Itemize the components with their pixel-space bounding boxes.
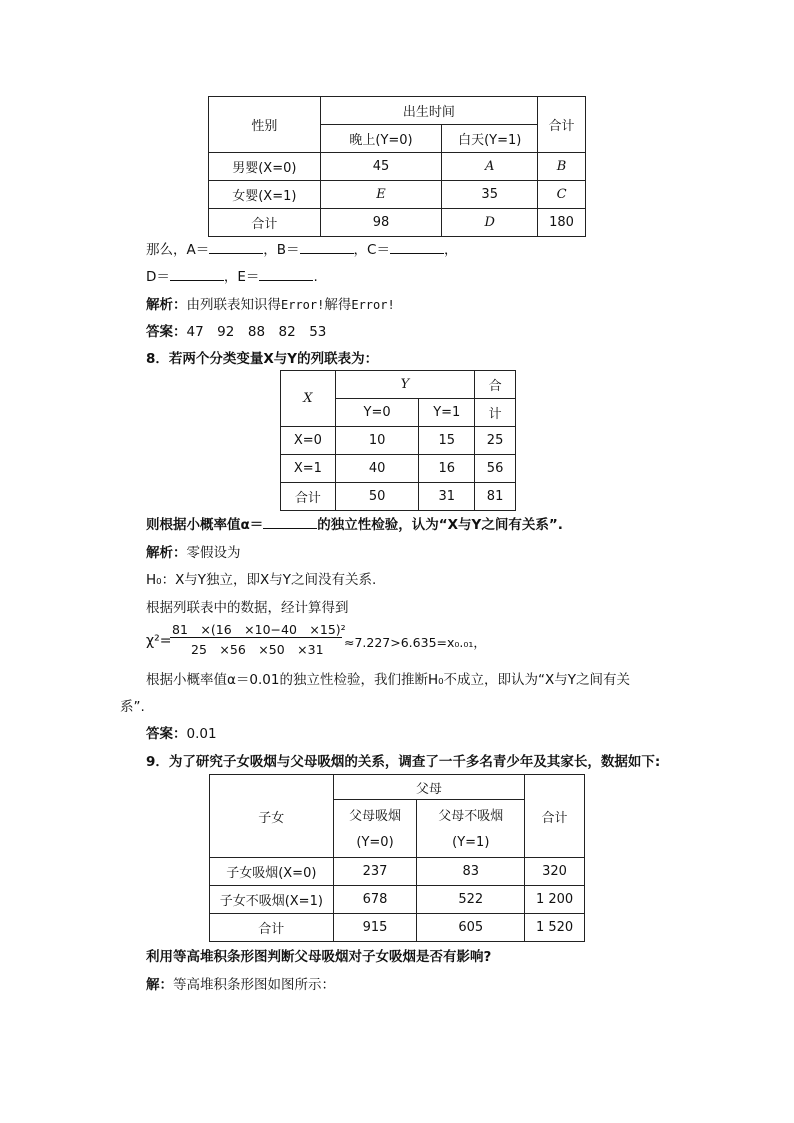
q8-answer <box>146 722 217 742</box>
analysis-label: 解析： <box>146 297 187 313</box>
answer-label: 答案： <box>146 324 187 340</box>
cell: 56 <box>475 455 516 483</box>
q8-analysis <box>146 541 241 561</box>
punct: . <box>313 269 318 285</box>
q8-stem: 8．若两个分类变量X与Y的列联表为： <box>146 351 379 367</box>
cell: 16 <box>419 455 475 483</box>
analysis-text: 解得 <box>324 297 352 313</box>
cell: E <box>320 181 442 209</box>
header-y: Y <box>335 371 474 399</box>
answer-label: 答案： <box>146 726 187 742</box>
punct: ， <box>443 242 458 258</box>
cell: C <box>538 181 586 209</box>
cell: 1 200 <box>525 886 585 914</box>
blank-b[interactable] <box>300 241 354 254</box>
row-label-total: 合计 <box>209 209 321 237</box>
smoking-table <box>209 774 585 942</box>
cell: 1 520 <box>525 914 585 942</box>
fraction-bar <box>170 637 342 638</box>
blank-alpha[interactable] <box>263 516 317 529</box>
label-e: ，E＝ <box>223 269 260 285</box>
row-total: 合计 <box>281 483 336 511</box>
cell: D <box>442 209 538 237</box>
error-text: Error! <box>351 298 395 312</box>
cell: 180 <box>538 209 586 237</box>
question-post: 的独立性检验，认为“X与Y之间有关系”. <box>317 517 563 533</box>
cell: 31 <box>419 483 475 511</box>
header-y0: Y=0 <box>335 399 419 427</box>
cell: 45 <box>320 153 442 181</box>
cell: 50 <box>335 483 419 511</box>
cell: 915 <box>333 914 417 942</box>
cell: 678 <box>333 886 417 914</box>
cell: 237 <box>333 858 417 886</box>
label-b: ，B＝ <box>263 242 300 258</box>
q8-calc-intro: 根据列联表中的数据，经计算得到 <box>146 600 349 616</box>
header-night: 晚上(Y=0) <box>320 125 442 153</box>
blank-a[interactable] <box>209 241 263 254</box>
cell: 605 <box>417 914 525 942</box>
cell: 10 <box>335 427 419 455</box>
cell: 98 <box>320 209 442 237</box>
blank-c[interactable] <box>390 241 444 254</box>
header-gender: 性别 <box>209 97 321 153</box>
answer-text: 0.01 <box>186 726 217 742</box>
header-parent: 父母 <box>333 775 524 800</box>
q8-conclusion-1: 根据小概率值α＝0.01的独立性检验，我们推断H₀不成立，即认为“X与Y之间有关 <box>146 672 631 688</box>
row-child-smoke: 子女吸烟(X=0) <box>210 858 334 886</box>
analysis-text: 由列联表知识得 <box>186 297 281 313</box>
header-total-2: 计 <box>475 399 516 427</box>
header-parent-nosmoke-y: (Y=1) <box>417 829 525 858</box>
q8-conclusion-2: 系”. <box>120 699 145 715</box>
solution-text: 等高堆积条形图如图所示： <box>173 977 335 993</box>
cell: 522 <box>417 886 525 914</box>
formula-numerator: 81 ×(16 ×10−40 ×15)² <box>172 622 346 637</box>
cell: 81 <box>475 483 516 511</box>
q7-analysis <box>146 293 395 313</box>
header-day: 白天(Y=1) <box>442 125 538 153</box>
analysis-label: 解析： <box>146 545 187 561</box>
label-d: D＝ <box>146 269 170 285</box>
header-parent-nosmoke: 父母不吸烟 <box>417 800 525 829</box>
header-total: 合计 <box>538 97 586 153</box>
header-total: 合计 <box>525 775 585 858</box>
row-x1: X=1 <box>281 455 336 483</box>
label-a: 那么，A＝ <box>146 242 210 258</box>
q8-h0: H₀：X与Y独立，即X与Y之间没有关系. <box>146 572 377 588</box>
q9-stem: 9．为了研究子女吸烟与父母吸烟的关系，调查了一千多名青少年及其家长，数据如下: <box>146 754 661 770</box>
analysis-text: 零假设为 <box>186 545 241 561</box>
cell: 40 <box>335 455 419 483</box>
row-total: 合计 <box>210 914 334 942</box>
cell: 35 <box>442 181 538 209</box>
blank-e[interactable] <box>259 268 313 281</box>
birth-time-table <box>208 96 586 237</box>
header-y1: Y=1 <box>419 399 475 427</box>
q7-answer <box>146 320 326 340</box>
q9-solution <box>146 973 335 993</box>
solution-label: 解： <box>146 977 173 993</box>
header-birth-time: 出生时间 <box>320 97 537 125</box>
row-label-girl: 女婴(X=1) <box>209 181 321 209</box>
row-label-boy: 男婴(X=0) <box>209 153 321 181</box>
header-total-1: 合 <box>475 371 516 399</box>
cell: B <box>538 153 586 181</box>
answer-text: 47 92 88 82 53 <box>186 324 327 340</box>
cell: 15 <box>419 427 475 455</box>
question-pre: 则根据小概率值α＝ <box>146 517 264 533</box>
q9-question: 利用等高堆积条形图判断父母吸烟对子女吸烟是否有影响? <box>146 949 492 965</box>
label-c: ，C＝ <box>353 242 390 258</box>
header-parent-smoke: 父母吸烟 <box>333 800 417 829</box>
header-child: 子女 <box>210 775 334 858</box>
formula-denominator: 25 ×56 ×50 ×31 <box>191 642 324 657</box>
cell: A <box>442 153 538 181</box>
q7-blanks-line-1 <box>146 238 457 258</box>
blank-d[interactable] <box>170 268 224 281</box>
xy-table <box>280 370 516 511</box>
header-x: X <box>281 371 336 427</box>
chi-result: ≈7.227>6.635=x₀.₀₁， <box>344 635 486 650</box>
q8-question <box>146 513 563 533</box>
header-parent-smoke-y: (Y=0) <box>333 829 417 858</box>
cell: 320 <box>525 858 585 886</box>
row-child-nosmoke: 子女不吸烟(X=1) <box>210 886 334 914</box>
row-x0: X=0 <box>281 427 336 455</box>
error-text: Error! <box>281 298 325 312</box>
chi-symbol: χ²= <box>146 633 172 649</box>
cell: 25 <box>475 427 516 455</box>
cell: 83 <box>417 858 525 886</box>
q7-blanks-line-2 <box>146 265 318 285</box>
